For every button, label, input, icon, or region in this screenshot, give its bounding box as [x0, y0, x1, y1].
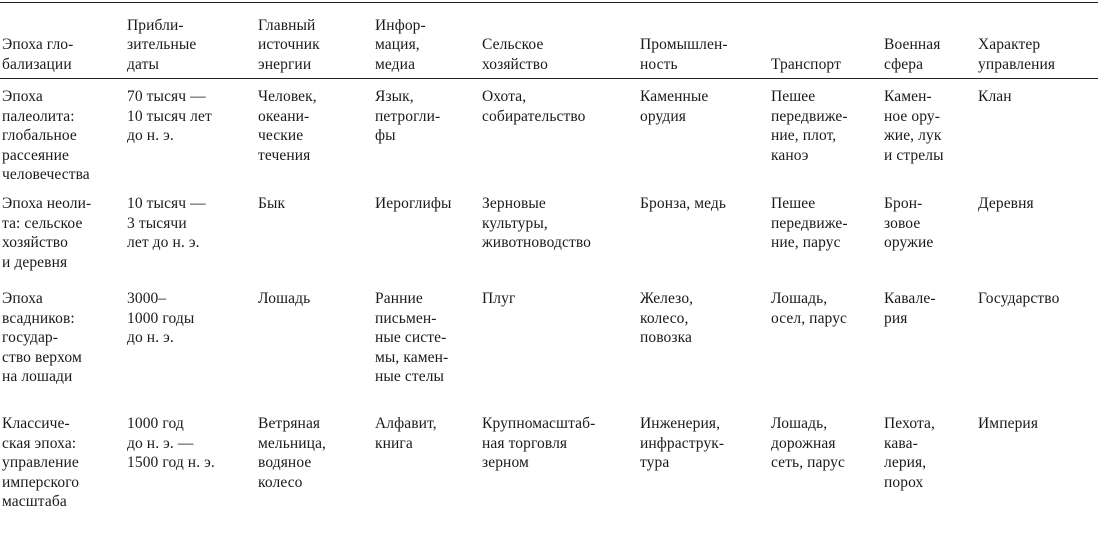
table-cell: Железо, колесо, повозка — [640, 290, 694, 346]
table-cell: Пехота, кава- лерия, порох — [884, 415, 935, 491]
header-bottom-rule — [0, 78, 1098, 79]
table-cell: Деревня — [978, 195, 1034, 212]
table-cell: Лошадь, осел, парус — [771, 290, 848, 327]
column-header: Эпоха гло- бализации — [2, 36, 74, 73]
table-cell: Ранние письмен- ные систе- мы, камен- ные стелы — [375, 290, 449, 385]
column-header: Промышлен- ность — [640, 36, 728, 73]
table-cell: Эпоха палеолита: глобальное рассеяние человечества — [2, 88, 90, 183]
table-cell: Лошадь — [258, 290, 311, 307]
table-cell: Камен- ное ору- жие, лук и стрелы — [884, 88, 944, 164]
table-cell: Иероглифы — [375, 195, 452, 212]
table-cell: Кавале- рия — [884, 290, 936, 327]
table-cell: Империя — [978, 415, 1039, 432]
table-cell: Лошадь, дорожная сеть, парус — [771, 415, 845, 471]
column-header: Транспорт — [771, 55, 841, 73]
table-cell: Человек, океани- ческие течения — [258, 88, 317, 164]
column-header: Военная сфера — [884, 36, 941, 73]
table-cell: Клан — [978, 88, 1012, 105]
column-header: Сельское хозяйство — [482, 36, 548, 73]
table-cell: Каменные орудия — [640, 88, 709, 125]
table-cell: Эпоха неоли- та: сельское хозяйство и деревня — [2, 195, 92, 271]
column-header: Прибли- зительные даты — [127, 16, 197, 73]
table-cell: Язык, петрогли- фы — [375, 88, 441, 144]
table-cell: Классиче- ская эпоха: управление имперского масштаба — [2, 415, 80, 510]
table-cell: 3000– 1000 годы до н. э. — [127, 290, 195, 346]
table-cell: Инженерия, инфраструк- тура — [640, 415, 725, 471]
table-cell: Ветряная мельница, водяное колесо — [258, 415, 327, 491]
table-cell: Пешее передвиже- ние, парус — [771, 195, 848, 251]
table-cell: 10 тысяч — 3 тысячи лет до н. э. — [127, 195, 206, 251]
column-header: Главный источник энергии — [258, 16, 320, 73]
column-header: Характер управления — [978, 36, 1056, 73]
table-cell: Брон- зовое оружие — [884, 195, 934, 251]
table-cell: Пешее передвиже- ние, плот, каноэ — [771, 88, 848, 164]
table-cell: Охота, собирательство — [482, 88, 586, 125]
table-cell: Алфавит, книга — [375, 415, 437, 452]
table-cell: 1000 год до н. э. — 1500 год н. э. — [127, 415, 215, 471]
table-cell: Зерновые культуры, животноводство — [482, 195, 591, 251]
table-cell: Бык — [258, 195, 286, 212]
table-cell: Плуг — [482, 290, 516, 307]
table-cell: Эпоха всадников: государ- ство верхом на лошади — [2, 290, 82, 385]
column-header: Инфор- мация, медиа — [375, 16, 426, 73]
table-cell: 70 тысяч — 10 тысяч лет до н. э. — [127, 88, 212, 144]
table-cell: Крупномасштаб- ная торговля зерном — [482, 415, 596, 471]
table-top-rule — [0, 2, 1098, 3]
table-cell: Государство — [978, 290, 1060, 307]
table-cell: Бронза, медь — [640, 195, 727, 212]
